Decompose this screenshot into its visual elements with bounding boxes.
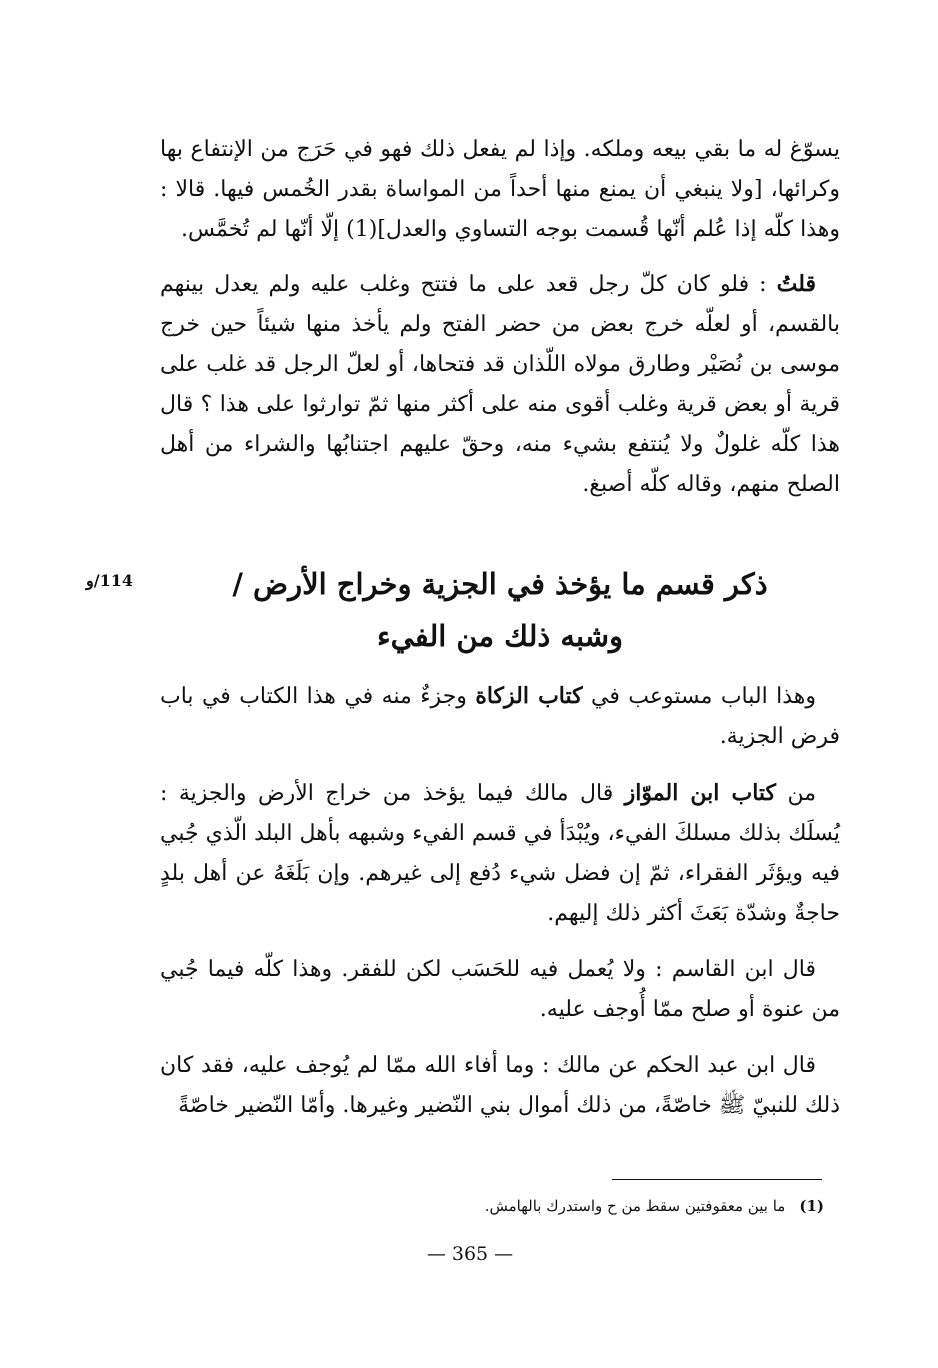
section-heading-line-2: وشبه ذلك من الفيء [376, 619, 624, 653]
footnote-divider [612, 1179, 822, 1180]
footnote-marker: (1) [799, 1197, 824, 1215]
paragraph-3-book-title: كتاب الزكاة [475, 683, 583, 709]
paragraph-5: قال ابن القاسم : ولا يُعمل فيه للحَسَب لكن للفقر. وهذا كلّه فيما جُبي من عنوة أو صلح ممّا أُوجف عليه. [160, 957, 840, 1022]
paragraph-2-lead: قلتُ [776, 271, 816, 297]
paragraph-3 [160, 676, 840, 757]
paragraph-2-body: : فلو كان كلّ رجل قعد على ما فتتح وغلب عليه ولم يعدل بينهم بالقسم، أو لعلّه خرج بعض من حضر الفتح ولم يأخذ منها شيئاً حين خرج موسى بن نُصَيْر وطارق مولاه اللّذان قد فتحاها، أو لعلّ الرجل قد غلب على قرية أو بعض قرية وغلب أقوى منه على أكثر منها ثمّ توارثوا على هذا ؟ قال هذا كلّه غلولٌ ولا يُنتفع بشيء منه، وحقّ عليهم اجتنابُها والشراء من أهل الصلح منهم، وقاله كلّه أصبغ. [160, 272, 840, 497]
footnote [300, 1194, 824, 1218]
paragraph-4-c: قال مالك فيما يؤخذ من خراج الأرض والجزية : يُسلَك بذلك مسلكَ الفيء، ويُبْدَأ في قسم الفيء وشبهه بأهل البلد الّذي جُبي فيه ويؤثَر الفقراء، ثمّ إن فضل شيء دُفع إلى غيرهم. وإن بَلَغَهُ عن أهل بلدٍ حاجةٌ وشدّة بَعَثَ أكثر ذلك إليهم. [160, 781, 840, 926]
folio-margin-note: 114/و [86, 571, 133, 590]
paragraph-4 [160, 773, 840, 934]
paragraph-1: يسوّغ له ما بقي بيعه وملكه. وإذا لم يفعل ذلك فهو في حَرَج من الإنتفاع بها وكرائها، [ولا ينبغي أن يمنع منها أحداً من المواساة بقدر الخُمس فيها. قالا : وهذا كلّه إذا عُلم أنّها قُسمت بوجه التساوي والعدل](1) إلّا أنّها لم تُخمَّس. [160, 137, 840, 242]
paragraph-2 [160, 264, 840, 505]
paragraph-4-a: من [776, 781, 816, 806]
text-block-bottom [160, 676, 840, 1126]
paragraph-4-book-title: كتاب ابن الموّاز [624, 780, 777, 806]
paragraph-3-c: وجزءٌ منه في هذا الكتاب في باب فرض الجزية. [160, 684, 840, 749]
footnote-text: ما بين معقوفتين سقط من ح واستدرك بالهامش. [484, 1197, 786, 1215]
text-block-top [160, 130, 840, 505]
section-heading [200, 558, 800, 662]
paragraph-3-a: وهذا الباب مستوعب في [582, 684, 816, 709]
section-heading-line-1: ذكر قسم ما يؤخذ في الجزية وخراج الأرض / [232, 567, 768, 601]
page-number: — 365 — [426, 1243, 514, 1265]
paragraph-6: قال ابن عبد الحكم عن مالك : وما أفاء الله ممّا لم يُوجف عليه، فقد كان ذلك للنبيّ ﷺ خاصّةً، من ذلك أموال بني النّضير وغيرها. وأمّا النّضير خاصّةً [160, 1053, 840, 1118]
